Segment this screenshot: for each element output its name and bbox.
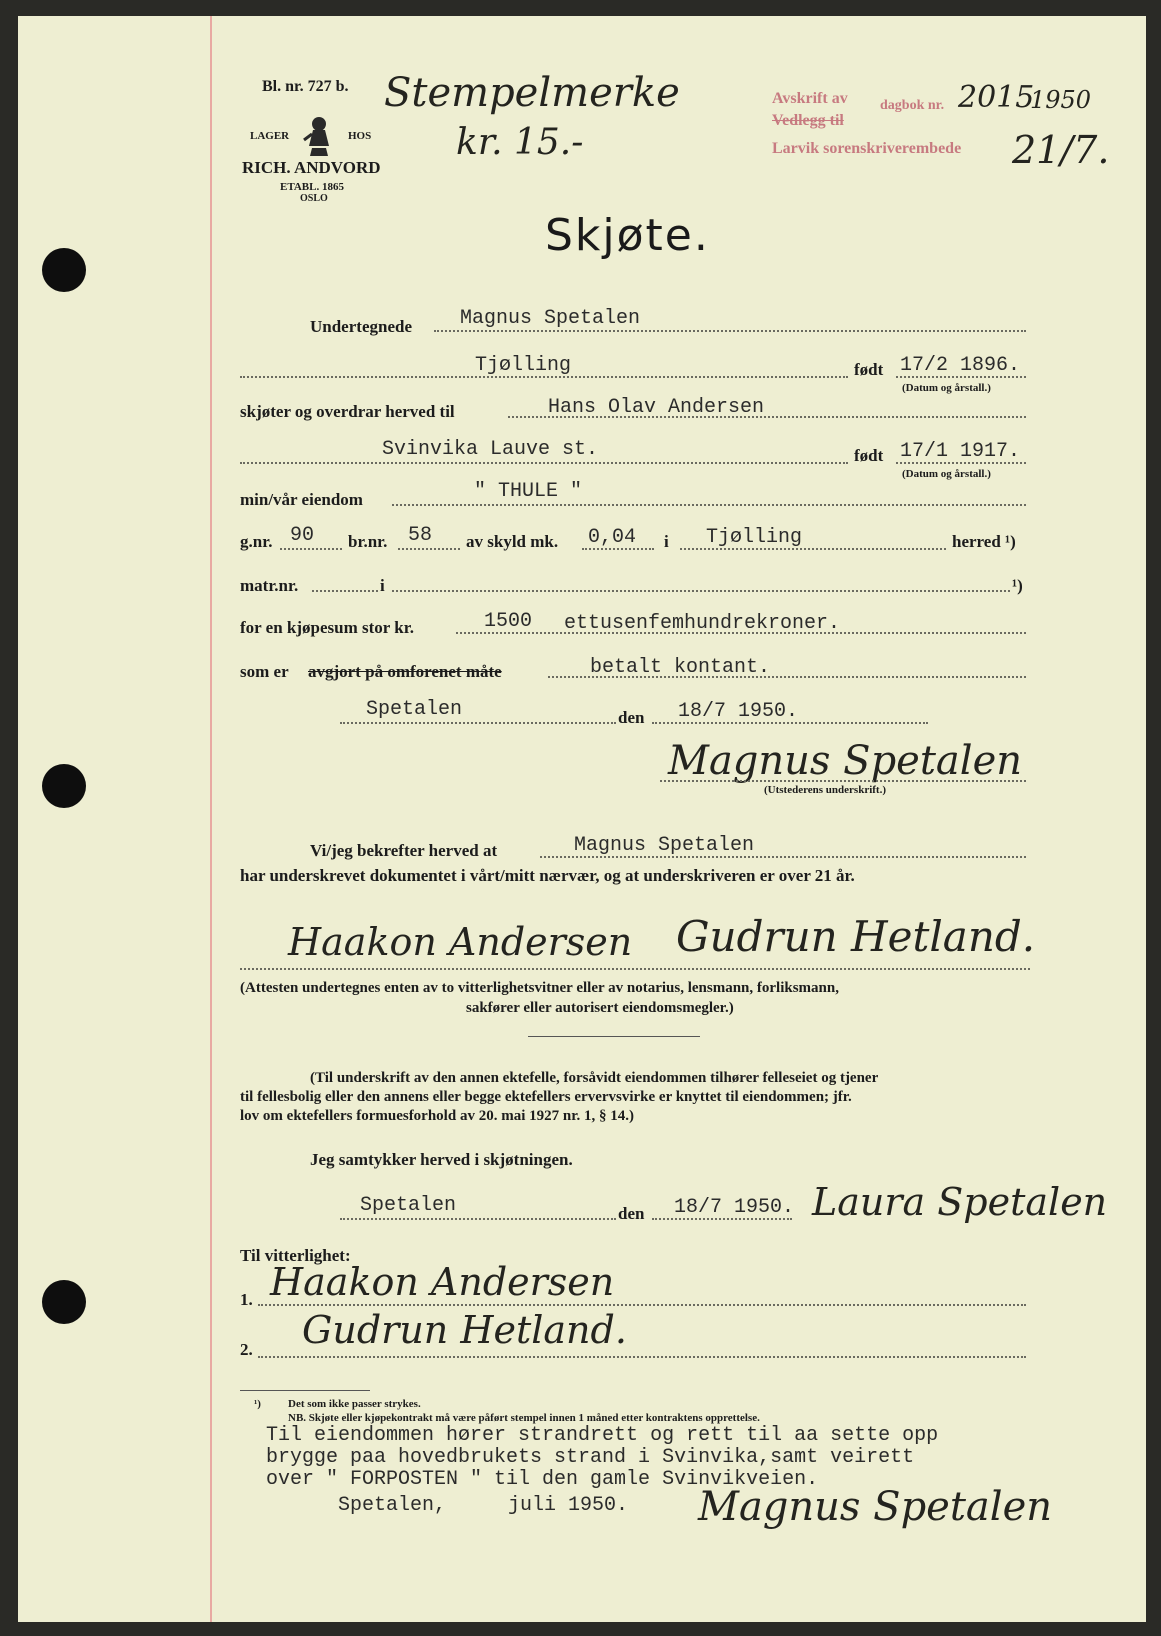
place-signed: Spetalen — [366, 698, 463, 721]
skjoter-label: skjøter og overdrar herved til — [240, 402, 455, 421]
punch-hole — [42, 764, 86, 808]
dotted-line — [258, 1356, 1026, 1358]
date-signed: 18/7 1950. — [678, 700, 799, 723]
issuer-sig-hint: (Utstederens underskrift.) — [764, 784, 887, 796]
witness-signature-1: Haakon Andersen — [288, 920, 633, 964]
herred-label: herred ¹) — [952, 532, 1016, 551]
brnr-value: 58 — [408, 524, 433, 547]
dotted-line — [434, 330, 1026, 332]
spouse-signature: Laura Spetalen — [812, 1180, 1108, 1224]
witness-number-1: 1. — [240, 1290, 253, 1309]
dotted-line — [240, 968, 1030, 970]
dotted-line — [660, 780, 1026, 782]
spouse-note-3: lov om ektefellers formuesforhold av 20. mai 1927 nr. 1, § 14.) — [240, 1108, 634, 1124]
witness-number-2: 2. — [240, 1340, 253, 1359]
herred-value: Tjølling — [706, 526, 803, 549]
kjopesum-label: for en kjøpesum stor kr. — [240, 618, 414, 637]
skyld-label: av skyld mk. — [466, 532, 559, 551]
spouse-note-2: til fellesbolig eller den annens eller begge ektefellers ervervsvirke er knyttet til eiendommen; jfr. — [240, 1089, 852, 1105]
publisher-estab: ETABL. 1865 — [280, 181, 344, 193]
confirm-label: Vi/jeg bekrefter herved at — [310, 841, 498, 860]
addendum-signature: Magnus Spetalen — [698, 1484, 1053, 1530]
fodt-label: født — [854, 360, 884, 379]
footnote-1: Det som ikke passer strykes. — [288, 1398, 421, 1410]
betalt-struck: avgjort på omforenet måte — [308, 662, 502, 681]
addendum-date: juli 1950. — [508, 1494, 629, 1517]
dotted-line — [398, 548, 460, 550]
betalt-label: som er — [240, 662, 289, 681]
kjopesum-words: ettusenfemhundrekroner. — [564, 612, 841, 635]
dotted-line — [392, 590, 1010, 592]
confirm-text: har underskrevet dokumentet i vårt/mitt nærvær, og at underskriveren er over 21 år. — [240, 866, 855, 885]
form-number: Bl. nr. 727 b. — [262, 78, 349, 95]
spouse-date: 18/7 1950. — [674, 1196, 795, 1219]
buyer-name: Hans Olav Andersen — [548, 396, 765, 419]
seller-born: 17/2 1896. — [900, 354, 1021, 377]
betalt-value: betalt kontant. — [590, 656, 771, 679]
dotted-line — [312, 590, 378, 592]
fodt-label: født — [854, 446, 884, 465]
registry-stamp-dagbok-label: dagbok nr. — [880, 98, 945, 113]
buyer-place: Svinvika Lauve st. — [382, 438, 599, 461]
seller-name: Magnus Spetalen — [460, 307, 641, 330]
stamp-fee-note: Stempelmerke — [384, 70, 680, 116]
matr-label: matr.nr. — [240, 576, 299, 595]
registry-stamp-struck: Vedlegg til — [772, 112, 844, 129]
gnr-value: 90 — [290, 524, 315, 547]
publisher-name: RICH. ANDVORD — [242, 158, 381, 177]
brnr-label: br.nr. — [348, 532, 388, 551]
addendum-place: Spetalen, — [338, 1494, 447, 1517]
punch-hole — [42, 1280, 86, 1324]
addendum-line-2: brygge paa hovedbrukets strand i Svinvika,samt veirett — [266, 1446, 915, 1469]
footnote-divider — [240, 1390, 370, 1391]
spouse-consent: Jeg samtykker herved i skjøtningen. — [310, 1150, 573, 1169]
addendum-line-3: over " FORPOSTEN " til den gamle Svinvikveien. — [266, 1468, 819, 1491]
vitterlighet-label: Til vitterlighet: — [240, 1246, 351, 1265]
publisher-logo-icon — [296, 110, 342, 160]
den-label: den — [618, 1204, 645, 1223]
dotted-line — [258, 1304, 1026, 1306]
seller-place: Tjølling — [475, 354, 572, 377]
datum-hint: (Datum og årstall.) — [902, 382, 991, 394]
footnote-mark: ¹) — [254, 1398, 261, 1410]
kjopesum-value: 1500 — [484, 610, 533, 633]
vitterlighet-signature-1: Haakon Andersen — [270, 1260, 615, 1304]
datum-hint: (Datum og årstall.) — [902, 468, 991, 480]
registry-dagbok-number: 2015 — [958, 80, 1035, 115]
footnote-2: NB. Skjøte eller kjøpekontrakt må være påført stempel innen 1 måned etter kontraktens opprettelse. — [288, 1412, 760, 1424]
dotted-line — [392, 504, 1026, 506]
publisher-left: LAGER — [250, 130, 290, 142]
matr-end: ¹) — [1012, 576, 1023, 595]
property-name: " THULE " — [474, 480, 583, 503]
dotted-line — [240, 462, 848, 464]
skyld-value: 0,04 — [588, 526, 637, 549]
attest-note-1: (Attesten undertegnes enten av to vitterlighetsvitner eller av notarius, lensmann, forliksmann, — [240, 980, 839, 996]
stamp-fee-amount: kr. 15.- — [456, 122, 584, 163]
dotted-line — [340, 722, 616, 724]
registry-date: 21/7. — [1012, 128, 1110, 172]
spouse-place: Spetalen — [360, 1194, 457, 1217]
spouse-note-1: (Til underskrift av den annen ektefelle, forsåvidt eiendommen tilhører felleseiet og tjener — [310, 1070, 879, 1086]
dotted-line — [340, 1218, 616, 1220]
den-label: den — [618, 708, 645, 727]
publisher-city: OSLO — [300, 193, 328, 204]
dotted-line — [280, 548, 342, 550]
matr-i: i — [380, 576, 385, 595]
publisher-right: HOS — [348, 130, 372, 142]
document-title: Skjøte. — [545, 210, 710, 261]
buyer-born: 17/1 1917. — [900, 440, 1021, 463]
eiendom-label: min/vår eiendom — [240, 490, 363, 509]
undertegnede-label: Undertegnede — [310, 317, 412, 336]
i-label: i — [664, 532, 669, 551]
registry-year: 1950 — [1030, 86, 1092, 114]
vitterlighet-signature-2: Gudrun Hetland. — [302, 1308, 627, 1352]
witness-signature-2: Gudrun Hetland. — [676, 912, 1036, 961]
punch-hole — [42, 248, 86, 292]
issuer-signature: Magnus Spetalen — [668, 738, 1023, 784]
addendum-line-1: Til eiendommen hører strandrett og rett til aa sette opp — [266, 1424, 939, 1447]
attest-note-2: sakfører eller autorisert eiendomsmegler.) — [466, 1000, 734, 1016]
margin-line — [210, 16, 212, 1622]
registry-stamp-label: Avskrift av — [772, 90, 848, 107]
confirm-name: Magnus Spetalen — [574, 834, 755, 857]
gnr-label: g.nr. — [240, 532, 273, 551]
section-divider — [528, 1036, 700, 1037]
registry-stamp-office: Larvik sorenskriverembede — [772, 140, 962, 157]
